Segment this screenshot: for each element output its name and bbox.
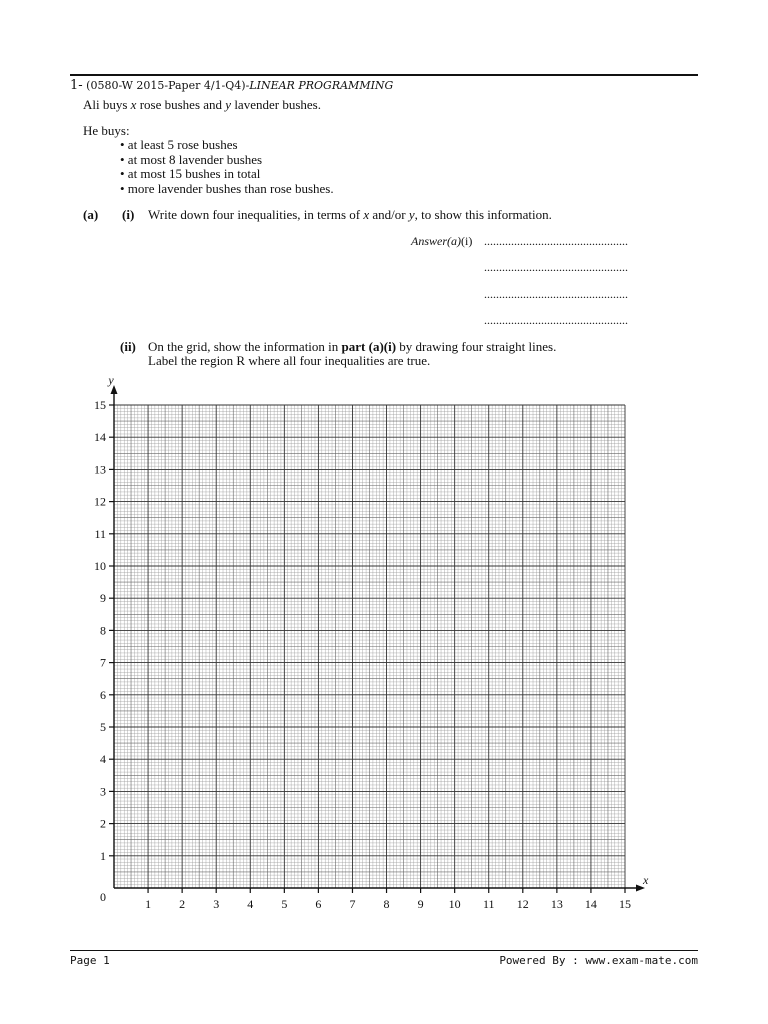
y-tick-label: 14 (94, 430, 106, 445)
intro-text: Ali buys x rose bushes and y lavender bushes. (83, 97, 321, 112)
x-tick-label: 1 (145, 897, 152, 911)
list-item: • at most 15 bushes in total (120, 166, 261, 182)
axes (107, 373, 649, 892)
page-number: Page 1 (70, 954, 110, 967)
part-a-i-label: (i) (122, 207, 135, 222)
question-number: 1- (70, 78, 83, 93)
part-ii-instruction-2: Label the region R where all four inequalities are true. (148, 353, 431, 368)
answer-line-3[interactable]: ................................................ (484, 287, 628, 301)
list-item: • at least 5 rose bushes (120, 137, 238, 152)
part-a-label: (a) (83, 207, 99, 222)
y-tick-label: 9 (100, 591, 106, 606)
y-tick-label: 3 (100, 784, 106, 799)
x-tick-label: 12 (516, 897, 529, 911)
y-tick-label: 11 (94, 526, 106, 541)
question-topic: LINEAR PROGRAMMING (249, 79, 394, 92)
x-tick-label: 2 (179, 897, 186, 911)
axis-ticks (109, 405, 625, 893)
x-tick-label: 15 (619, 897, 631, 911)
y-tick-label: 7 (100, 655, 106, 670)
y-tick-label: 10 (94, 559, 106, 573)
x-tick-label: 7 (349, 897, 356, 911)
x-tick-label: 13 (550, 897, 563, 911)
answer-line-2[interactable]: ................................................ (484, 260, 628, 274)
question-source: (0580-W 2015-Paper 4/1-Q4)- (86, 79, 250, 92)
origin-label: 0 (100, 890, 106, 904)
x-tick-label: 4 (247, 897, 254, 911)
answer-line-1[interactable]: ................................................ (484, 234, 628, 248)
y-tick-label: 8 (100, 623, 106, 638)
footer-rule (70, 950, 698, 951)
list-item: • more lavender bushes than rose bushes. (120, 181, 334, 197)
y-axis-label: y (108, 373, 114, 387)
part-a-question: Write down four inequalities, in terms of x and/or y, to show this information. (148, 207, 552, 222)
y-tick-label: 6 (100, 687, 106, 702)
y-tick-label: 2 (100, 816, 106, 831)
x-tick-label: 5 (281, 897, 288, 911)
x-tick-label: 6 (315, 897, 322, 911)
x-tick-label: 9 (417, 897, 424, 911)
y-tick-label: 4 (100, 752, 106, 767)
y-tick-label: 15 (94, 398, 106, 412)
mid-grid-lines (114, 405, 625, 888)
list-item: • at most 8 lavender bushes (120, 151, 263, 167)
answer-line-4[interactable]: ................................................ (484, 313, 628, 327)
x-tick-label: 14 (584, 897, 597, 911)
x-tick-label: 11 (482, 897, 495, 911)
powered-by: Powered By : www.exam-mate.com (499, 954, 698, 967)
x-axis-label: x (643, 873, 649, 887)
y-tick-label: 13 (94, 462, 106, 477)
y-tick-label: 5 (100, 720, 106, 734)
part-ii-label: (ii) (120, 339, 136, 354)
he-buys-label: He buys: (83, 123, 130, 138)
y-tick-label: 12 (94, 494, 106, 509)
answer-label: Answer(a)(i) (411, 234, 473, 248)
y-tick-label: 1 (100, 848, 106, 863)
x-tick-label: 8 (383, 897, 390, 911)
x-tick-label: 10 (448, 897, 461, 911)
part-ii-instruction-1: On the grid, show the information in part (a)(i) by drawing four straight lines. (148, 339, 557, 354)
x-tick-label: 3 (213, 897, 220, 911)
